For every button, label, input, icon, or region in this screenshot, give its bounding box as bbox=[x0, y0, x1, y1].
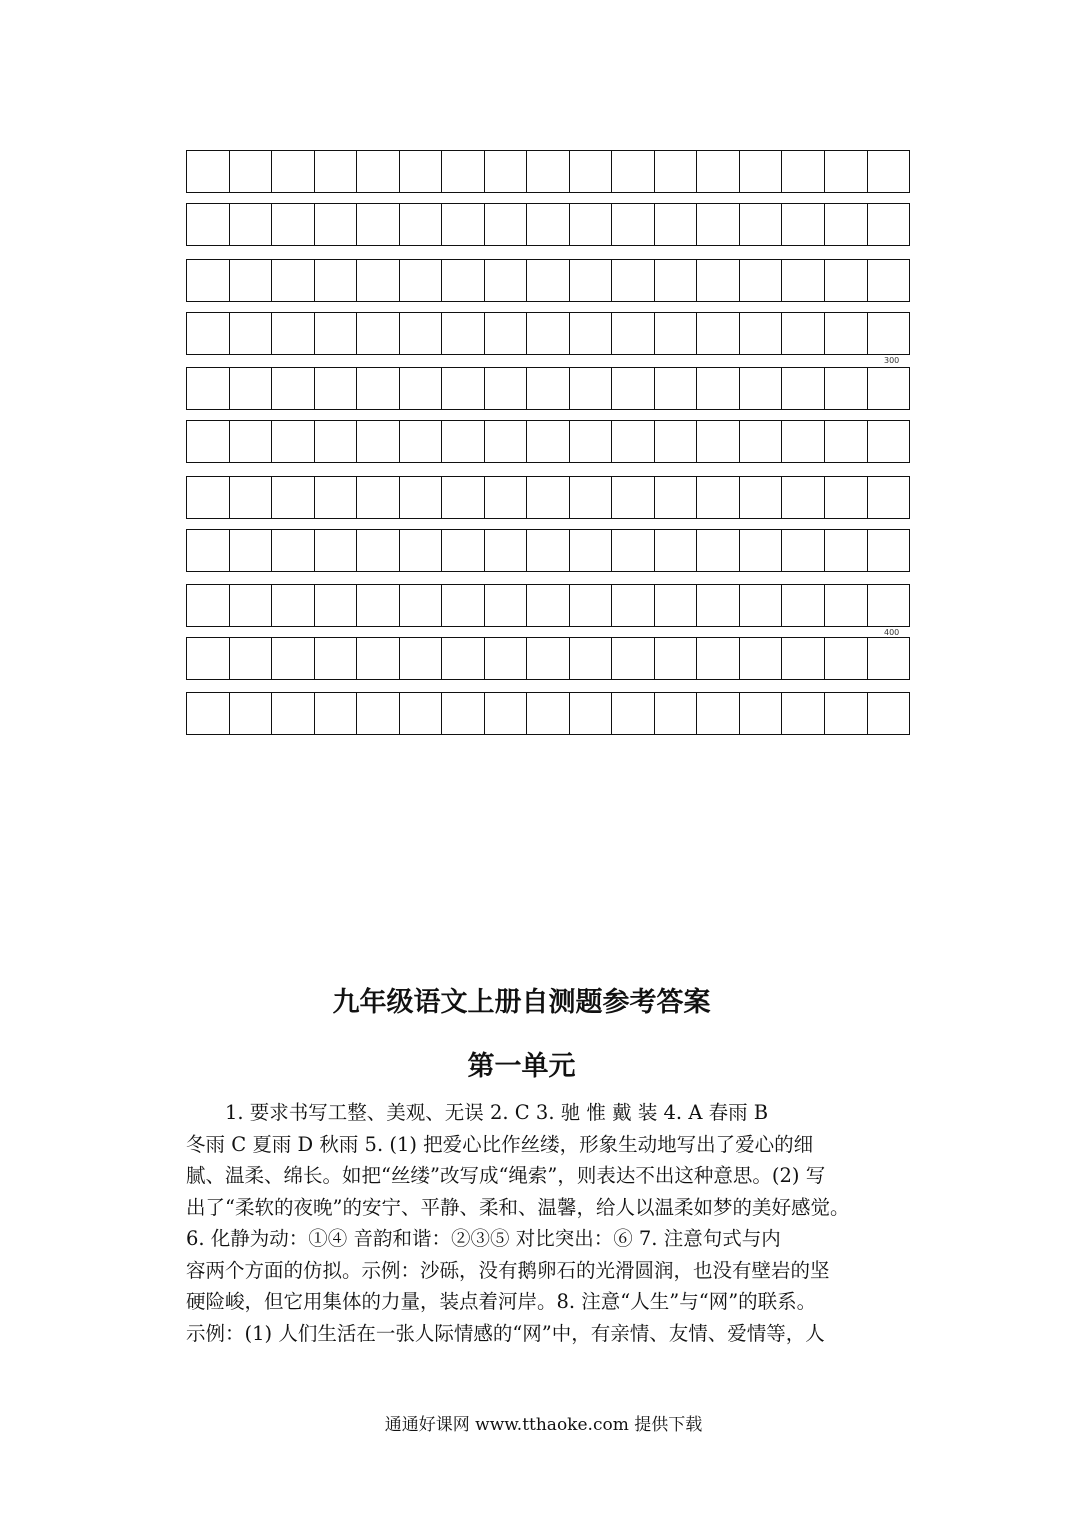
grid-cell bbox=[782, 204, 825, 245]
grid-cell bbox=[315, 204, 358, 245]
grid-cell bbox=[782, 260, 825, 301]
grid-cell bbox=[782, 693, 825, 734]
grid-cell bbox=[782, 151, 825, 192]
grid-cell bbox=[527, 585, 570, 626]
grid-cell bbox=[230, 693, 273, 734]
grid-cell bbox=[442, 368, 485, 409]
grid-cell bbox=[485, 530, 528, 571]
grid-cell bbox=[782, 477, 825, 518]
grid-cell bbox=[825, 477, 868, 518]
grid-cell bbox=[868, 530, 910, 571]
grid-cell bbox=[697, 204, 740, 245]
grid-cell bbox=[612, 313, 655, 354]
grid-cell bbox=[782, 421, 825, 462]
grid-cell bbox=[187, 585, 230, 626]
answer-line: 出了“柔软的夜晚”的安宁、平静、柔和、温馨，给人以温柔如梦的美好感觉。 bbox=[186, 1195, 850, 1219]
grid-cell bbox=[230, 260, 273, 301]
grid-cell bbox=[230, 530, 273, 571]
grid-cell bbox=[400, 585, 443, 626]
grid-cell bbox=[272, 421, 315, 462]
grid-cell bbox=[825, 638, 868, 679]
grid-cell bbox=[868, 368, 910, 409]
grid-cell bbox=[400, 530, 443, 571]
grid-cell bbox=[697, 151, 740, 192]
grid-cell bbox=[825, 260, 868, 301]
grid-cell bbox=[825, 585, 868, 626]
grid-cell bbox=[485, 368, 528, 409]
char-count-mark: 400 bbox=[884, 628, 900, 637]
grid-cell bbox=[400, 638, 443, 679]
grid-cell bbox=[187, 477, 230, 518]
grid-cell bbox=[187, 693, 230, 734]
grid-row bbox=[186, 584, 910, 627]
grid-cell bbox=[442, 638, 485, 679]
grid-cell bbox=[272, 693, 315, 734]
grid-cell bbox=[527, 151, 570, 192]
grid-cell bbox=[868, 204, 910, 245]
grid-cell bbox=[187, 638, 230, 679]
grid-cell bbox=[782, 530, 825, 571]
grid-cell bbox=[315, 368, 358, 409]
grid-cell bbox=[272, 151, 315, 192]
grid-cell bbox=[357, 693, 400, 734]
grid-cell bbox=[570, 477, 613, 518]
grid-cell bbox=[868, 151, 910, 192]
grid-cell bbox=[740, 477, 783, 518]
grid-cell bbox=[655, 313, 698, 354]
grid-cell bbox=[187, 260, 230, 301]
grid-cell bbox=[485, 693, 528, 734]
grid-cell bbox=[230, 477, 273, 518]
grid-cell bbox=[400, 477, 443, 518]
grid-cell bbox=[442, 421, 485, 462]
grid-cell bbox=[655, 530, 698, 571]
grid-cell bbox=[825, 368, 868, 409]
grid-cell bbox=[782, 638, 825, 679]
answer-line: 1. 要求书写工整、美观、无误 2. C 3. 驰 惟 戴 装 4. A 春雨 B bbox=[225, 1101, 769, 1124]
grid-row bbox=[186, 692, 910, 735]
grid-cell bbox=[655, 585, 698, 626]
footer-credit: 通通好课网 www.tthaoke.com 提供下载 bbox=[384, 1415, 703, 1435]
grid-cell bbox=[485, 477, 528, 518]
grid-cell bbox=[315, 421, 358, 462]
grid-row bbox=[186, 367, 910, 410]
grid-cell bbox=[782, 585, 825, 626]
grid-cell bbox=[187, 204, 230, 245]
grid-cell bbox=[272, 477, 315, 518]
grid-cell bbox=[527, 368, 570, 409]
grid-cell bbox=[400, 421, 443, 462]
grid-cell bbox=[740, 368, 783, 409]
grid-cell bbox=[740, 638, 783, 679]
grid-cell bbox=[527, 260, 570, 301]
grid-cell bbox=[612, 693, 655, 734]
grid-cell bbox=[187, 421, 230, 462]
grid-cell bbox=[485, 313, 528, 354]
grid-cell bbox=[400, 204, 443, 245]
grid-cell bbox=[740, 585, 783, 626]
grid-cell bbox=[357, 260, 400, 301]
grid-cell bbox=[740, 313, 783, 354]
grid-cell bbox=[357, 204, 400, 245]
grid-cell bbox=[868, 260, 910, 301]
grid-cell bbox=[272, 368, 315, 409]
grid-cell bbox=[740, 693, 783, 734]
grid-cell bbox=[697, 477, 740, 518]
grid-cell bbox=[272, 204, 315, 245]
grid-cell bbox=[612, 151, 655, 192]
grid-cell bbox=[527, 204, 570, 245]
grid-row bbox=[186, 420, 910, 463]
grid-cell bbox=[272, 260, 315, 301]
grid-cell bbox=[697, 693, 740, 734]
grid-cell bbox=[230, 585, 273, 626]
grid-cell bbox=[442, 313, 485, 354]
grid-cell bbox=[868, 313, 910, 354]
grid-cell bbox=[655, 638, 698, 679]
grid-row bbox=[186, 150, 910, 193]
grid-cell bbox=[442, 693, 485, 734]
grid-cell bbox=[570, 313, 613, 354]
grid-cell bbox=[612, 585, 655, 626]
answer-title: 九年级语文上册自测题参考答案 bbox=[332, 987, 711, 1018]
grid-cell bbox=[740, 260, 783, 301]
grid-cell bbox=[612, 368, 655, 409]
grid-cell bbox=[612, 421, 655, 462]
grid-cell bbox=[612, 477, 655, 518]
grid-cell bbox=[400, 693, 443, 734]
grid-cell bbox=[825, 421, 868, 462]
grid-cell bbox=[612, 530, 655, 571]
grid-cell bbox=[400, 313, 443, 354]
grid-cell bbox=[868, 693, 910, 734]
grid-cell bbox=[315, 477, 358, 518]
grid-cell bbox=[697, 585, 740, 626]
grid-row bbox=[186, 476, 910, 519]
grid-cell bbox=[868, 421, 910, 462]
grid-cell bbox=[230, 204, 273, 245]
grid-row bbox=[186, 529, 910, 572]
grid-cell bbox=[612, 260, 655, 301]
answer-body bbox=[186, 1097, 908, 1349]
grid-cell bbox=[697, 638, 740, 679]
grid-cell bbox=[868, 638, 910, 679]
grid-cell bbox=[570, 585, 613, 626]
grid-cell bbox=[442, 585, 485, 626]
unit-title: 第一单元 bbox=[467, 1051, 576, 1082]
grid-cell bbox=[612, 204, 655, 245]
grid-cell bbox=[272, 530, 315, 571]
grid-cell bbox=[697, 421, 740, 462]
grid-cell bbox=[187, 530, 230, 571]
grid-cell bbox=[485, 151, 528, 192]
grid-cell bbox=[570, 421, 613, 462]
grid-cell bbox=[740, 421, 783, 462]
grid-cell bbox=[357, 313, 400, 354]
grid-cell bbox=[527, 421, 570, 462]
grid-cell bbox=[655, 421, 698, 462]
grid-cell bbox=[357, 638, 400, 679]
grid-cell bbox=[230, 421, 273, 462]
grid-cell bbox=[570, 530, 613, 571]
grid-cell bbox=[272, 585, 315, 626]
grid-cell bbox=[485, 204, 528, 245]
grid-cell bbox=[782, 313, 825, 354]
grid-cell bbox=[782, 368, 825, 409]
grid-cell bbox=[187, 368, 230, 409]
grid-row bbox=[186, 312, 910, 355]
grid-cell bbox=[315, 638, 358, 679]
grid-cell bbox=[655, 693, 698, 734]
grid-cell bbox=[697, 313, 740, 354]
grid-cell bbox=[315, 260, 358, 301]
grid-cell bbox=[825, 151, 868, 192]
grid-cell bbox=[315, 585, 358, 626]
grid-cell bbox=[230, 313, 273, 354]
grid-cell bbox=[697, 530, 740, 571]
grid-cell bbox=[740, 530, 783, 571]
grid-cell bbox=[315, 151, 358, 192]
grid-cell bbox=[570, 204, 613, 245]
grid-cell bbox=[570, 638, 613, 679]
grid-cell bbox=[740, 204, 783, 245]
grid-cell bbox=[357, 421, 400, 462]
grid-cell bbox=[655, 477, 698, 518]
grid-cell bbox=[315, 693, 358, 734]
answer-line: 冬雨 C 夏雨 D 秋雨 5. (1) 把爱心比作丝缕，形象生动地写出了爱心的细 bbox=[186, 1132, 814, 1156]
grid-cell bbox=[527, 693, 570, 734]
answer-line: 容两个方面的仿拟。示例：沙砾，没有鹅卵石的光滑圆润，也没有壁岩的坚 bbox=[186, 1258, 830, 1282]
grid-cell bbox=[400, 151, 443, 192]
grid-cell bbox=[527, 638, 570, 679]
grid-cell bbox=[400, 260, 443, 301]
grid-cell bbox=[357, 368, 400, 409]
grid-cell bbox=[825, 313, 868, 354]
grid-cell bbox=[570, 151, 613, 192]
grid-cell bbox=[825, 204, 868, 245]
grid-cell bbox=[697, 260, 740, 301]
grid-cell bbox=[230, 638, 273, 679]
grid-cell bbox=[485, 421, 528, 462]
grid-cell bbox=[527, 530, 570, 571]
grid-cell bbox=[825, 530, 868, 571]
char-count-mark: 300 bbox=[884, 356, 900, 365]
grid-cell bbox=[442, 260, 485, 301]
grid-cell bbox=[400, 368, 443, 409]
answer-line: 腻、温柔、绵长。如把“丝缕”改写成“绳索”，则表达不出这种意思。(2) 写 bbox=[186, 1164, 826, 1187]
grid-cell bbox=[740, 151, 783, 192]
grid-cell bbox=[485, 260, 528, 301]
grid-cell bbox=[187, 313, 230, 354]
grid-cell bbox=[230, 151, 273, 192]
grid-cell bbox=[315, 530, 358, 571]
grid-cell bbox=[570, 368, 613, 409]
grid-cell bbox=[655, 260, 698, 301]
grid-cell bbox=[357, 530, 400, 571]
grid-cell bbox=[357, 585, 400, 626]
answer-line: 硬险峻，但它用集体的力量，装点着河岸。8. 注意“人生”与“网”的联系。 bbox=[186, 1290, 817, 1313]
grid-cell bbox=[868, 585, 910, 626]
grid-cell bbox=[570, 693, 613, 734]
grid-cell bbox=[442, 477, 485, 518]
answer-line: 6. 化静为动：①④ 音韵和谐：②③⑤ 对比突出：⑥ 7. 注意句式与内 bbox=[186, 1227, 781, 1250]
grid-row bbox=[186, 259, 910, 302]
grid-cell bbox=[357, 151, 400, 192]
grid-cell bbox=[442, 530, 485, 571]
grid-cell bbox=[612, 638, 655, 679]
grid-cell bbox=[655, 368, 698, 409]
grid-cell bbox=[230, 368, 273, 409]
grid-cell bbox=[655, 151, 698, 192]
grid-cell bbox=[272, 638, 315, 679]
grid-cell bbox=[825, 693, 868, 734]
grid-cell bbox=[697, 368, 740, 409]
grid-cell bbox=[442, 204, 485, 245]
grid-row bbox=[186, 203, 910, 246]
grid-cell bbox=[442, 151, 485, 192]
grid-cell bbox=[272, 313, 315, 354]
grid-cell bbox=[527, 477, 570, 518]
answer-line: 示例：(1) 人们生活在一张人际情感的“网”中，有亲情、友情、爱情等，人 bbox=[186, 1321, 825, 1345]
grid-cell bbox=[868, 477, 910, 518]
grid-cell bbox=[187, 151, 230, 192]
grid-cell bbox=[357, 477, 400, 518]
grid-cell bbox=[315, 313, 358, 354]
grid-cell bbox=[655, 204, 698, 245]
grid-row bbox=[186, 637, 910, 680]
grid-cell bbox=[527, 313, 570, 354]
grid-cell bbox=[570, 260, 613, 301]
grid-cell bbox=[485, 638, 528, 679]
grid-cell bbox=[485, 585, 528, 626]
